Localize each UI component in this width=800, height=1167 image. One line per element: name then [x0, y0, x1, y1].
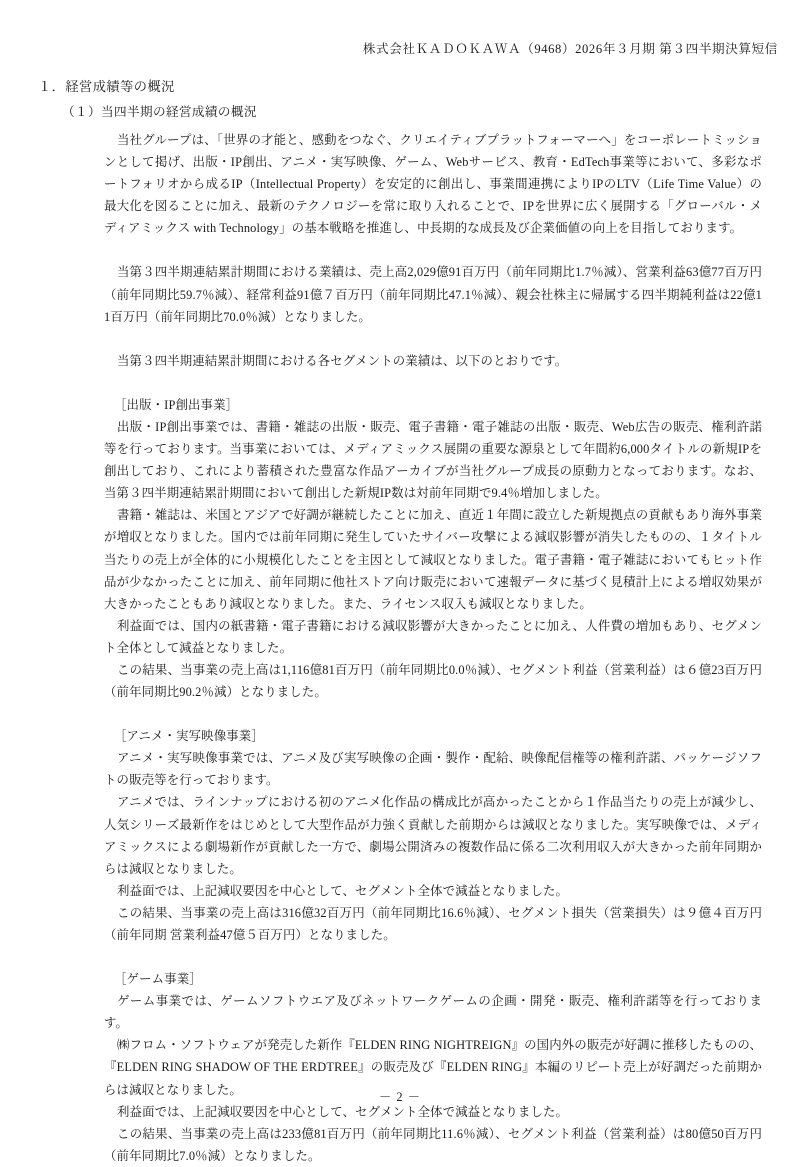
paragraph-spacer [36, 703, 780, 725]
segment-paragraph: 利益面では、国内の紙書籍・電子書籍における減収影響が大きかったことに加え、人件費の増加もあり、セグメント全体として減益となりました。 [104, 618, 762, 655]
paragraph-spacer [36, 328, 780, 350]
running-header: 株式会社ＫＡＤＯＫＡＷＡ（9468）2026年３月期 第３四半期決算短信 [362, 42, 778, 56]
segment-paragraph: ゲーム事業では、ゲームソフトウエア及びネットワークゲームの企画・開発・販売、権利許諾等を行っております。 [104, 994, 762, 1031]
segment-paragraph: 利益面では、上記減収要因を中心として、セグメント全体で減益となりました。 [117, 883, 569, 898]
segment-paragraph-result: この結果、当事業の売上高は233億81百万円（前年同期比11.6％減）、セグメント利益（営業利益）は80億50百万円（前年同期比7.0％減）となりました。 [104, 1126, 762, 1163]
paragraph-segment-intro: 当第３四半期連結累計期間における各セグメントの業績は、以下のとおりです。 [117, 353, 568, 368]
segment-title: ［アニメ・実写映像事業］ [114, 729, 264, 744]
segment-block-game [36, 968, 780, 1167]
segment-paragraph-result: この結果、当事業の売上高は316億32百万円（前年同期比16.6％減）、セグメント損失（営業損失）は９億４百万円（前年同期 営業利益47億５百万円）となりました。 [104, 905, 762, 942]
paragraph-spacer [36, 372, 780, 394]
paragraph-consolidated-results: 当第３四半期連結累計期間における業績は、売上高2,029億91百万円（前年同期比1.7％減）、営業利益63億77百万円（前年同期比59.7％減）、経常利益91億７百万円（前年同期比47.1％減）、親会社株主に帰属する四半期純利益は22億11百万円（前年同期比70.0％減）となりました。 [104, 265, 762, 324]
paragraph-mission: 当社グループは、「世界の才能と、感動をつなぐ、クリエイティブプラットフォーマーへ」をコーポレートミッションとして掲げ、出版・IP創出、アニメ・実写映像、ゲーム、Webサービス、教育・EdTech事業等において、多彩なポートフォリオから成るIP（Intellectual Property）を安定的に創出し、事業間連携によりIPのLTV（Life Time Value）の最大化を図ることに加え、最新のテクノロジーを常に取り入れることで、IPを世界に広く展開する「グローバル・メディアミックス with Technology」の基本戦略を推進し、中長期的な成長及び企業価値の向上を目指しております。 [104, 133, 762, 236]
segment-title: ［ゲーム事業］ [114, 972, 202, 987]
segment-paragraph: 出版・IP創出事業では、書籍・雑誌の出版・販売、電子書籍・電子雑誌の出版・販売、Web広告の販売、権利許諾等を行っております。当事業においては、メディアミックス展開の重要な源泉として年間約6,000タイトルの新規IPを創出しており、これにより蓄積された豊富な作品アーカイブが当社グループ成長の原動力となっております。なお、当第３四半期連結累計期間において創出した新規IP数は対前年同期で9.4％増加しました。 [104, 419, 762, 501]
paragraph-spacer [36, 946, 780, 968]
segment-block-anime [36, 725, 780, 946]
segment-paragraph-result: この結果、当事業の売上高は1,116億81百万円（前年同期比0.0％減）、セグメント利益（営業利益）は６億23百万円（前年同期比90.2％減）となりました。 [104, 662, 762, 700]
segment-paragraph: 利益面では、上記減収要因を中心として、セグメント全体で減益となりました。 [117, 1104, 569, 1119]
document-body [36, 76, 780, 1167]
segment-block-publishing [36, 394, 780, 703]
section-heading-1-1: （１）当四半期の経営成績の概況 [62, 105, 257, 119]
page-number: － 2 － [378, 1090, 422, 1104]
segment-paragraph: 書籍・雑誌は、米国とアジアで好調が継続したことに加え、直近１年間に設立した新規拠点の貢献もあり海外事業が増収となりました。国内では前年同期に発生していたサイバー攻撃による減収影響が消失したものの、１タイトル当たりの売上が全体的に小規模化したことを主因として減収となりました。電子書籍・電子雑誌においてもヒット作品が少なかったことに加え、前年同期に他社ストア向け販売において速報データに基づく見積計上による増収効果が大きかったこともあり減収となりました。また、ライセンス収入も減収となりました。 [104, 508, 762, 611]
segment-paragraph: アニメ・実写映像事業では、アニメ及び実写映像の企画・製作・配給、映像配信権等の権利許諾、パッケージソフトの販売等を行っております。 [104, 751, 762, 788]
section-heading-1: １．経営成績等の概況 [38, 79, 175, 94]
segment-paragraph: ㈱フロム・ソフトウェアが発売した新作『ELDEN RING NIGHTREIGN』の国内外の販売が好調に推移したものの、『ELDEN RING SHADOW OF THE ERDTREE』の販売及び『ELDEN RING』本編のリピート売上が好調だった前期からは減収となりました。 [104, 1038, 762, 1097]
segment-title: ［出版・IP創出事業］ [114, 397, 239, 412]
paragraph-spacer [36, 239, 780, 261]
segment-paragraph: アニメでは、ラインナップにおける初のアニメ化作品の構成比が高かったことから１作品当たりの売上が減少し、人気シリーズ最新作をはじめとして大型作品が力強く貢献した前期からは減収となりました。実写映像では、メディアミックスによる劇場新作が貢献した一方で、劇場公開済みの複数作品に係る二次利用収入が大きかった前年同期からは減収となりました。 [104, 795, 762, 876]
